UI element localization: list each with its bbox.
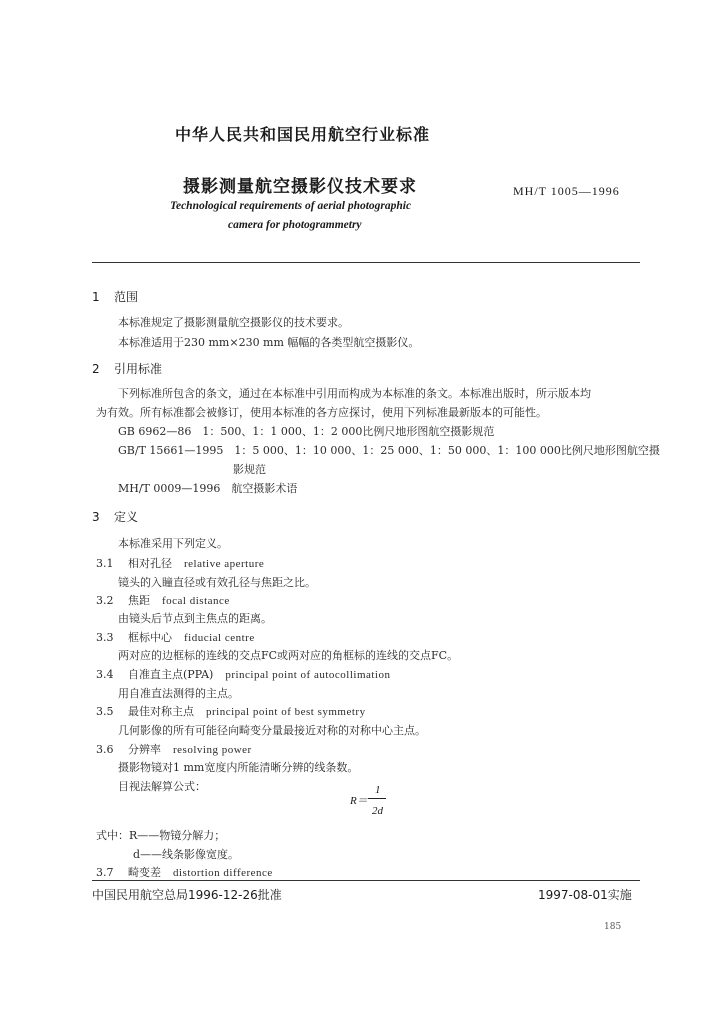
term-3-6-formula-intro: 目视法解算公式： bbox=[118, 780, 206, 793]
header-organization: 中华人民共和国民用航空行业标准 bbox=[175, 125, 431, 144]
term-3-1 bbox=[96, 555, 264, 571]
section-3-number: 3 bbox=[92, 510, 100, 524]
formula-lhs: R＝ bbox=[350, 795, 368, 807]
term-3-2-number: 3.2 bbox=[96, 594, 114, 607]
term-3-6-definition: 摄影物镜对1 mm宽度内所能清晰分辨的线条数。 bbox=[118, 761, 359, 774]
term-3-5-definition: 几何影像的所有可能径向畸变分量最接近对称的对称中心主点。 bbox=[118, 724, 426, 737]
term-3-7 bbox=[96, 864, 273, 880]
section-3-intro: 本标准采用下列定义。 bbox=[118, 537, 228, 550]
term-3-6-cn: 分辨率 bbox=[128, 743, 161, 756]
reference-mht0009: MH/T 0009—1996 航空摄影术语 bbox=[118, 482, 298, 495]
term-3-5-cn: 最佳对称主点 bbox=[128, 705, 194, 718]
term-3-4-en: principal point of autocollimation bbox=[225, 669, 391, 681]
term-3-2 bbox=[96, 592, 230, 608]
formula-where-2: d——线条影像宽度。 bbox=[133, 848, 240, 861]
term-3-4-definition: 用自准直法测得的主点。 bbox=[118, 687, 239, 700]
section-2-number: 2 bbox=[92, 362, 100, 376]
page-number: 185 bbox=[604, 922, 622, 932]
term-3-3-number: 3.3 bbox=[96, 631, 114, 644]
effective-date: 1997-08-01实施 bbox=[538, 888, 632, 902]
term-3-3 bbox=[96, 629, 255, 645]
term-3-5-en: principal point of best symmetry bbox=[206, 706, 366, 718]
term-3-7-number: 3.7 bbox=[96, 866, 114, 879]
footer-rule bbox=[92, 880, 640, 881]
header-rule bbox=[92, 262, 640, 263]
formula-fraction-bar bbox=[368, 798, 386, 799]
resolving-power-formula bbox=[350, 784, 383, 817]
section-1-number: 1 bbox=[92, 290, 100, 304]
term-3-1-cn: 相对孔径 bbox=[128, 557, 172, 570]
section-1-para-2: 本标准适用于230 mm×230 mm 幅幅的各类型航空摄影仪。 bbox=[118, 336, 420, 349]
term-3-6-number: 3.6 bbox=[96, 743, 114, 756]
reference-gbt15661-line-1: GB/T 15661—1995 1：5 000、1：10 000、1：25 000、1：50 000、1：100 000比例尺地形图航空摄 bbox=[118, 444, 660, 457]
standard-number: MH/T 1005—1996 bbox=[513, 184, 620, 198]
term-3-7-cn: 畸变差 bbox=[128, 866, 161, 879]
section-3-title: 定义 bbox=[114, 510, 139, 524]
term-3-4-cn: 自准直主点(PPA) bbox=[128, 668, 214, 681]
document-title-cn: 摄影测量航空摄影仪技术要求 bbox=[183, 177, 417, 197]
section-2-title: 引用标准 bbox=[114, 362, 163, 376]
section-1-para-1: 本标准规定了摄影测量航空摄影仪的技术要求。 bbox=[118, 316, 349, 329]
section-2-heading bbox=[92, 360, 162, 377]
term-3-2-cn: 焦距 bbox=[128, 594, 150, 607]
approval-line: 中国民用航空总局1996-12-26批准 bbox=[92, 888, 282, 902]
section-1-heading bbox=[92, 288, 138, 305]
section-1-title: 范围 bbox=[114, 290, 139, 304]
reference-gbt15661-line-2: 影规范 bbox=[233, 463, 266, 476]
section-2-para-line-2: 为有效。所有标准都会被修订，使用本标准的各方应探讨，使用下列标准最新版本的可能性。 bbox=[96, 406, 547, 419]
term-3-3-en: fiducial centre bbox=[184, 632, 255, 644]
formula-numerator: 1 bbox=[375, 784, 381, 796]
formula-denominator: 2d bbox=[372, 805, 383, 817]
term-3-3-definition: 两对应的边框标的连线的交点FC或两对应的角框标的连线的交点FC。 bbox=[118, 649, 459, 662]
term-3-2-en: focal distance bbox=[162, 595, 230, 607]
term-3-5-number: 3.5 bbox=[96, 705, 114, 718]
term-3-5 bbox=[96, 703, 366, 719]
term-3-2-definition: 由镜头后节点到主焦点的距离。 bbox=[118, 612, 272, 625]
term-3-3-cn: 框标中心 bbox=[128, 631, 172, 644]
section-2-para-line-1: 下列标准所包含的条文，通过在本标准中引用而构成为本标准的条文。本标准出版时，所示版本均 bbox=[118, 387, 591, 400]
term-3-6 bbox=[96, 741, 252, 757]
term-3-7-en: distortion difference bbox=[173, 867, 273, 879]
document-title-en-line1: Technological requirements of aerial photographic bbox=[170, 200, 412, 212]
formula-where-1: 式中：R——物镜分解力； bbox=[96, 829, 226, 842]
term-3-1-number: 3.1 bbox=[96, 557, 114, 570]
term-3-1-definition: 镜头的入瞳直径或有效孔径与焦距之比。 bbox=[118, 576, 316, 589]
reference-gb6962: GB 6962—86 1：500、1：1 000、1：2 000比例尺地形图航空摄影规范 bbox=[118, 425, 495, 438]
term-3-4 bbox=[96, 666, 391, 682]
term-3-4-number: 3.4 bbox=[96, 668, 114, 681]
section-3-heading bbox=[92, 508, 138, 525]
document-title-en-line2: camera for photogrammetry bbox=[228, 219, 362, 231]
term-3-6-en: resolving power bbox=[173, 744, 252, 756]
term-3-1-en: relative aperture bbox=[184, 558, 265, 570]
